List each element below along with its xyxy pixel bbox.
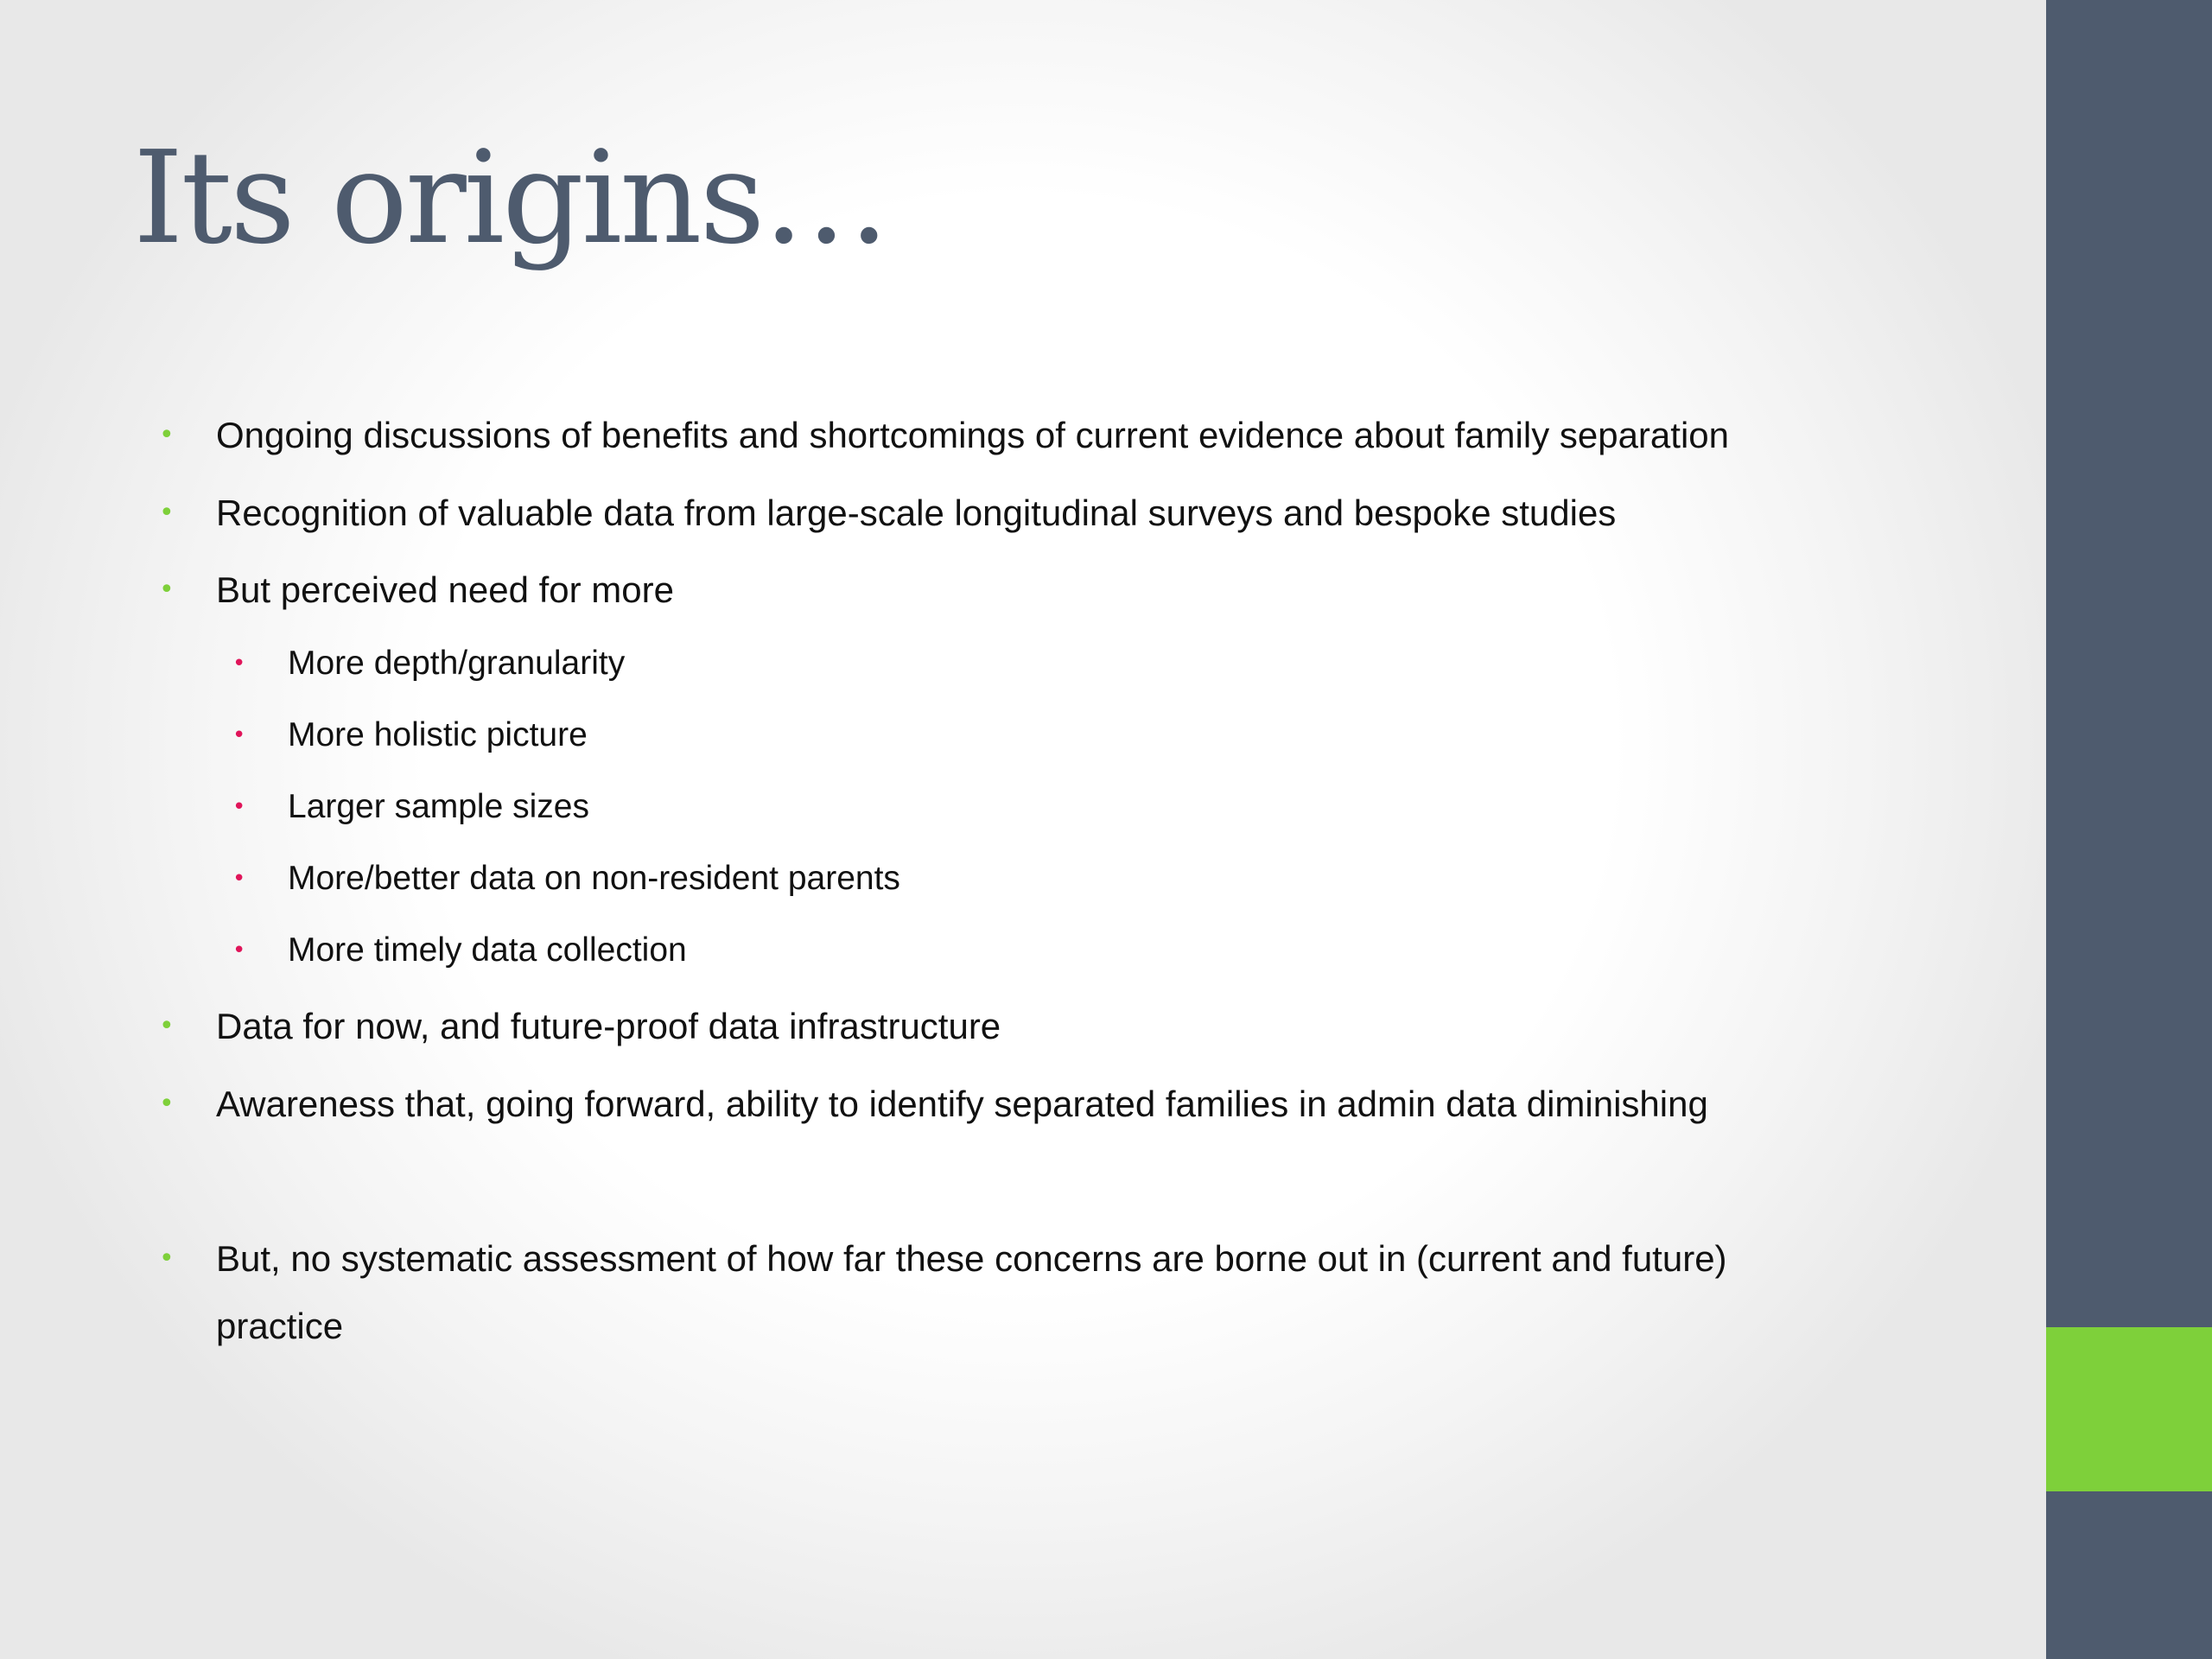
bullet-item bbox=[159, 1071, 1708, 1138]
bullet-dot-icon: • bbox=[159, 1089, 175, 1119]
sub-bullet-dot-icon: • bbox=[232, 651, 246, 677]
sub-bullet-dot-icon: • bbox=[232, 938, 246, 963]
side-accent-block bbox=[2046, 1327, 2212, 1491]
sub-bullet-item bbox=[232, 920, 687, 981]
sub-bullet-item bbox=[232, 705, 588, 766]
bullet-item bbox=[159, 556, 674, 624]
bullet-dot-icon: • bbox=[159, 1243, 175, 1274]
sub-bullet-item bbox=[232, 633, 626, 694]
sub-bullet-text: More timely data collection bbox=[288, 931, 687, 969]
bullet-text: practice bbox=[216, 1306, 344, 1346]
bullet-item bbox=[159, 993, 1001, 1060]
bullet-text: But, no systematic assessment of how far these concerns are borne out in (current and future) bbox=[216, 1238, 1727, 1279]
bullet-continuation bbox=[216, 1293, 343, 1360]
sub-bullet-text: More holistic picture bbox=[288, 716, 588, 753]
bullet-item bbox=[159, 480, 1617, 547]
sub-bullet-dot-icon: • bbox=[232, 866, 246, 892]
slide-title: Its origins… bbox=[133, 124, 888, 272]
sub-bullet-item bbox=[232, 849, 900, 909]
bullet-item bbox=[159, 1225, 1727, 1293]
bullet-dot-icon: • bbox=[159, 575, 175, 605]
bullet-text: Awareness that, going forward, ability to identify separated families in admin data diminishing bbox=[216, 1084, 1708, 1124]
sub-bullet-dot-icon: • bbox=[232, 794, 246, 820]
bullet-text: Ongoing discussions of benefits and shortcomings of current evidence about family separation bbox=[216, 415, 1729, 455]
bullet-item bbox=[159, 402, 1729, 469]
bullet-text: But perceived need for more bbox=[216, 569, 674, 610]
sub-bullet-text: More/better data on non-resident parents bbox=[288, 860, 900, 897]
bullet-dot-icon: • bbox=[159, 1011, 175, 1041]
sub-bullet-dot-icon: • bbox=[232, 722, 246, 748]
sub-bullet-text: More depth/granularity bbox=[288, 645, 626, 682]
bullet-dot-icon: • bbox=[159, 420, 175, 450]
bullet-text: Recognition of valuable data from large-scale longitudinal surveys and bespoke studies bbox=[216, 493, 1617, 533]
sub-bullet-text: Larger sample sizes bbox=[288, 788, 589, 825]
sub-bullet-item bbox=[232, 777, 589, 837]
bullet-text: Data for now, and future-proof data infrastructure bbox=[216, 1006, 1001, 1046]
bullet-dot-icon: • bbox=[159, 498, 175, 528]
